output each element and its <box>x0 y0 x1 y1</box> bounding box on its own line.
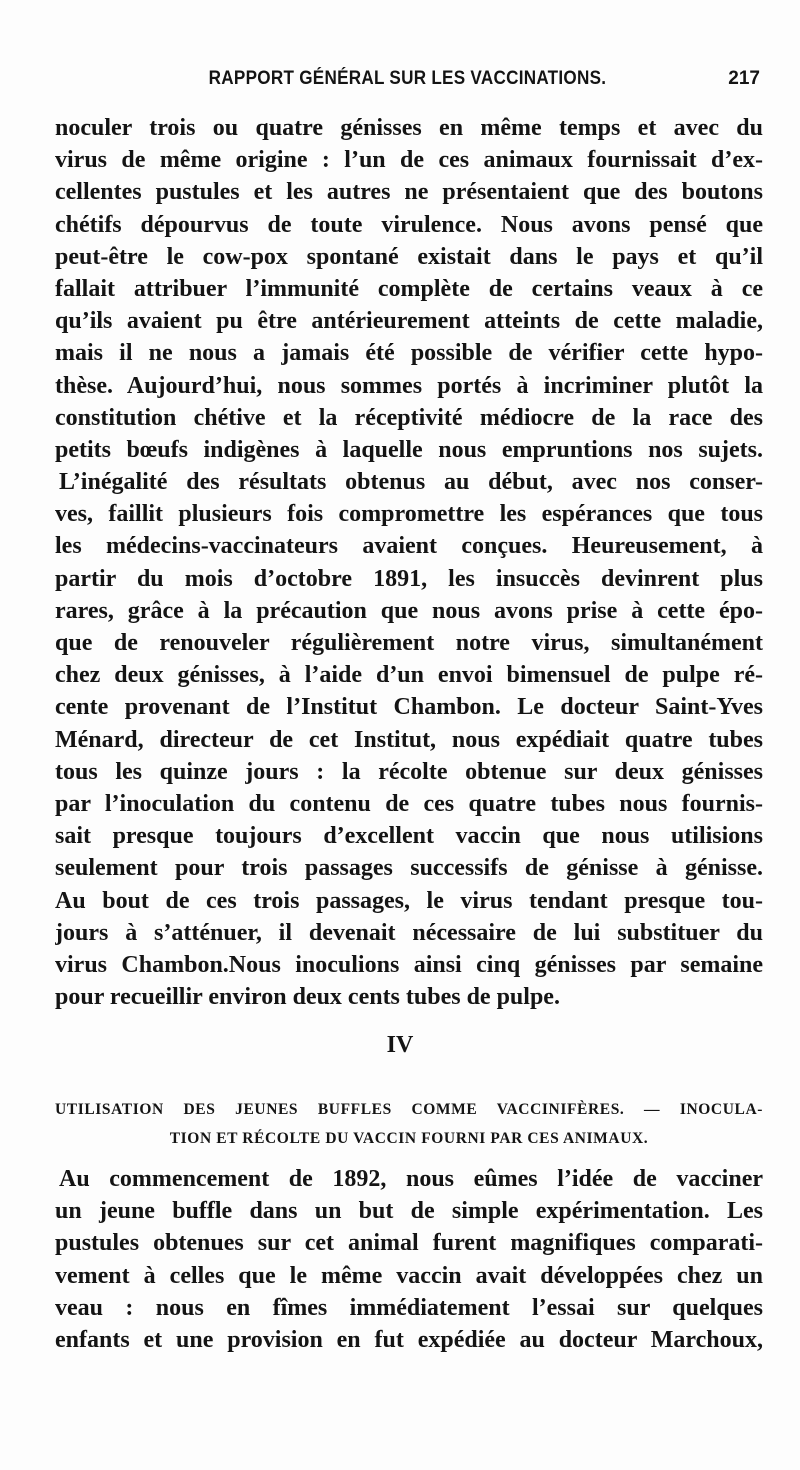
text-line: petits bœufs indigènes à laquelle nous empruntions nos sujets. <box>55 436 763 463</box>
text-line: virus Chambon.Nous inoculions ainsi cinq génisses par semaine <box>55 951 763 978</box>
text-line: ves, faillit plusieurs fois compromettre les espérances que tous <box>55 501 763 528</box>
text-line: vement à celles que le même vaccin avait développées chez un <box>55 1262 763 1289</box>
text-line: virus de même origine : l’un de ces animaux fournissait d’ex- <box>55 147 763 174</box>
body-text-block-1 <box>55 112 763 1013</box>
text-line: mais il ne nous a jamais été possible de vérifier cette hypo- <box>55 340 763 367</box>
text-line: veau : nous en fîmes immédiatement l’essai sur quelques <box>55 1294 763 1321</box>
running-title: RAPPORT GÉNÉRAL SUR LES VACCINATIONS. <box>208 68 607 89</box>
text-line: que de renouveler régulièrement notre virus, simultanément <box>55 630 763 656</box>
text-line: tous les quinze jours : la récolte obtenue sur deux génisses <box>55 758 763 785</box>
section-heading <box>55 1095 763 1153</box>
text-line: partir du mois d’octobre 1891, les insuccès devinrent plus <box>55 565 763 592</box>
body-text-block-2 <box>55 1163 763 1356</box>
text-line: qu’ils avaient pu être antérieurement atteints de cette maladie, <box>55 308 763 335</box>
text-line: Au commencement de 1892, nous eûmes l’idée de vacciner <box>59 1166 763 1192</box>
text-line: cellentes pustules et les autres ne présentaient que des boutons <box>55 179 763 206</box>
text-line: sait presque toujours d’excellent vaccin que nous utilisions <box>55 823 763 850</box>
text-line: thèse. Aujourd’hui, nous sommes portés à incriminer plutôt la <box>55 372 763 399</box>
text-line: L’inégalité des résultats obtenus au début, avec nos conser- <box>59 469 763 496</box>
section-number: IV <box>386 1032 414 1058</box>
text-line: peut-être le cow-pox spontané existait dans le pays et qu’il <box>55 243 763 270</box>
section-heading-line-2: TION ET RÉCOLTE DU VACCIN FOURNI PAR CES ANIMAUX. <box>169 1130 649 1147</box>
text-line: Au bout de ces trois passages, le virus tendant presque tou- <box>55 887 763 914</box>
text-line: fallait attribuer l’immunité complète de certains veaux à ce <box>55 275 763 302</box>
text-line: cente provenant de l’Institut Chambon. Le docteur Saint-Yves <box>55 694 763 721</box>
text-line: par l’inoculation du contenu de ces quatre tubes nous fournis- <box>55 790 763 817</box>
section-heading-line-1: UTILISATION DES JEUNES BUFFLES COMME VACCINIFÈRES. — INOCULA- <box>55 1101 763 1118</box>
text-line: noculer trois ou quatre génisses en même temps et avec du <box>55 115 763 141</box>
text-line: pour recueillir environ deux cents tubes de pulpe. <box>55 984 560 1011</box>
text-line: seulement pour trois passages successifs de génisse à génisse. <box>55 855 763 882</box>
running-head <box>55 68 760 94</box>
text-line: rares, grâce à la précaution que nous avons prise à cette épo- <box>55 597 763 624</box>
text-line: un jeune buffle dans un but de simple expérimentation. Les <box>55 1198 763 1225</box>
text-line: enfants et une provision en fut expédiée au docteur Marchoux, <box>55 1326 763 1353</box>
text-line: jours à s’atténuer, il devenait nécessaire de lui substituer du <box>55 919 763 946</box>
text-line: chétifs dépourvus de toute virulence. Nous avons pensé que <box>55 211 763 238</box>
text-line: constitution chétive et la réceptivité médiocre de la race des <box>55 404 763 431</box>
text-line: pustules obtenues sur cet animal furent magnifiques comparati- <box>55 1230 763 1257</box>
text-line: chez deux génisses, à l’aide d’un envoi bimensuel de pulpe ré- <box>55 662 763 689</box>
text-line: les médecins-vaccinateurs avaient conçues. Heureusement, à <box>55 533 763 560</box>
text-line: Ménard, directeur de cet Institut, nous expédiait quatre tubes <box>55 726 763 753</box>
page-number: 217 <box>728 68 760 89</box>
